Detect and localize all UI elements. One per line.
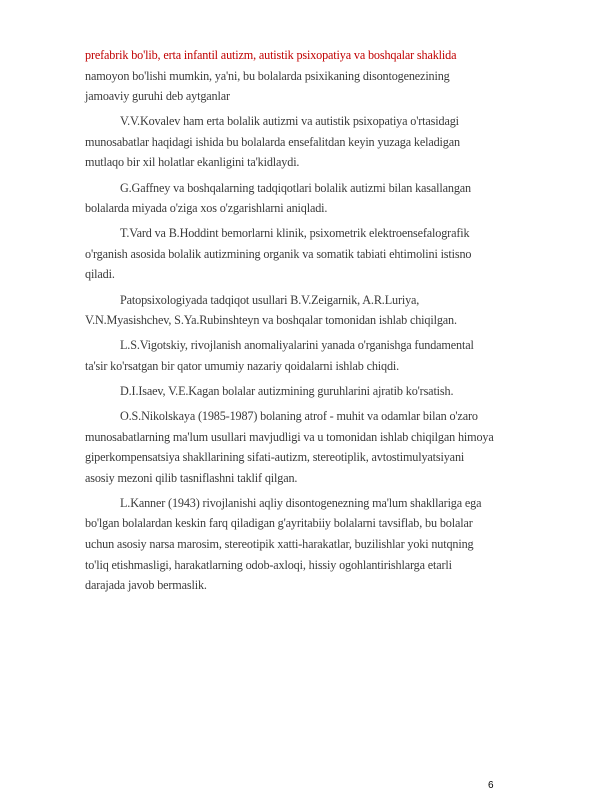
text-line: munosabatlarning ma'lum usullari mavjudligi va u tomonidan ishlab chiqilgan himoya [85,429,494,444]
paragraph [85,381,572,402]
paragraph [85,178,572,219]
text-line: prefabrik bo'lib, erta infantil autizm, autistik psixopatiya va boshqalar shaklida [85,48,457,62]
text-line: munosabatlar haqidagi ishida bu bolalarda ensefalitdan keyin yuzaga keladigan [85,134,460,149]
text-line: jamoaviy guruhi deb aytganlar [85,89,230,104]
paragraph [85,335,572,376]
text-line: O.S.Nikolskaya (1985-1987) bolaning atrof - muhit va odamlar bilan o'zaro [120,409,478,423]
text-line: G.Gaffney va boshqalarning tadqiqotlari bolalik autizmi bilan kasallangan [120,180,471,195]
text-line: namoyon bo'lishi mumkin, ya'ni, bu bolalarda psixikaning disontogenezining [85,68,450,83]
paragraph [85,493,572,596]
text-line: bo'lgan bolalardan keskin farq qiladigan g'ayritabiiy bolalarni tavsiflab, bu bolalar [85,516,473,531]
text-line: ta'sir ko'rsatgan bir qator umumiy nazariy qoidalarni ishlab chiqdi. [85,358,400,373]
text-line: T.Vard va B.Hoddint bemorlarni klinik, psixometrik elektroensefalografik [120,226,470,241]
text-line: o'rganish asosida bolalik autizmining organik va somatik tabiati ehtimolini istisno [85,246,472,261]
text-line: uchun asosiy narsa marosim, stereotipik xatti-harakatlar, buzilishlar yoki nutqning [85,537,474,552]
text-line: L.S.Vigotskiy, rivojlanish anomaliyalarini yanada o'rganishga fundamental [120,338,474,353]
text-line: V.N.Myasishchev, S.Ya.Rubinshteyn va boshqalar tomonidan ishlab chiqilgan. [85,313,457,328]
text-line: giperkompensatsiya shakllarining sifati-autizm, stereotiplik, avtostimulyatsiyani [85,450,465,465]
paragraph [85,45,572,107]
text-line: mutlaqo bir xil holatlar ekanligini ta'kidlaydi. [85,155,300,170]
text-line: L.Kanner (1943) rivojlanishi aqliy disontogenezning ma'lum shakllariga ega [120,495,482,510]
page-number: 6 [488,780,494,791]
text-line: darajada javob bermaslik. [85,578,207,593]
text-line: bolalarda miyada o'ziga xos o'zgarishlarni aniqladi. [85,201,328,216]
text-line: V.V.Kovalev ham erta bolalik autizmi va autistik psixopatiya o'rtasidagi [120,114,459,129]
body-text [85,45,572,596]
paragraph [85,223,572,285]
text-line: to'liq etishmasligi, harakatlarning odob-axloqi, hissiy ogohlantirishlarga etarli [85,557,452,572]
paragraph [85,406,572,488]
text-line: qiladi. [85,267,115,282]
paragraph [85,111,572,173]
text-line: asosiy mezoni qilib tasniflashni taklif qilgan. [85,470,298,485]
paragraph [85,290,572,331]
text-line: D.I.Isaev, V.E.Kagan bolalar autizmining guruhlarini ajratib ko'rsatish. [120,383,454,398]
text-line: Patopsixologiyada tadqiqot usullari B.V.Zeigarnik, A.R.Luriya, [120,292,420,307]
